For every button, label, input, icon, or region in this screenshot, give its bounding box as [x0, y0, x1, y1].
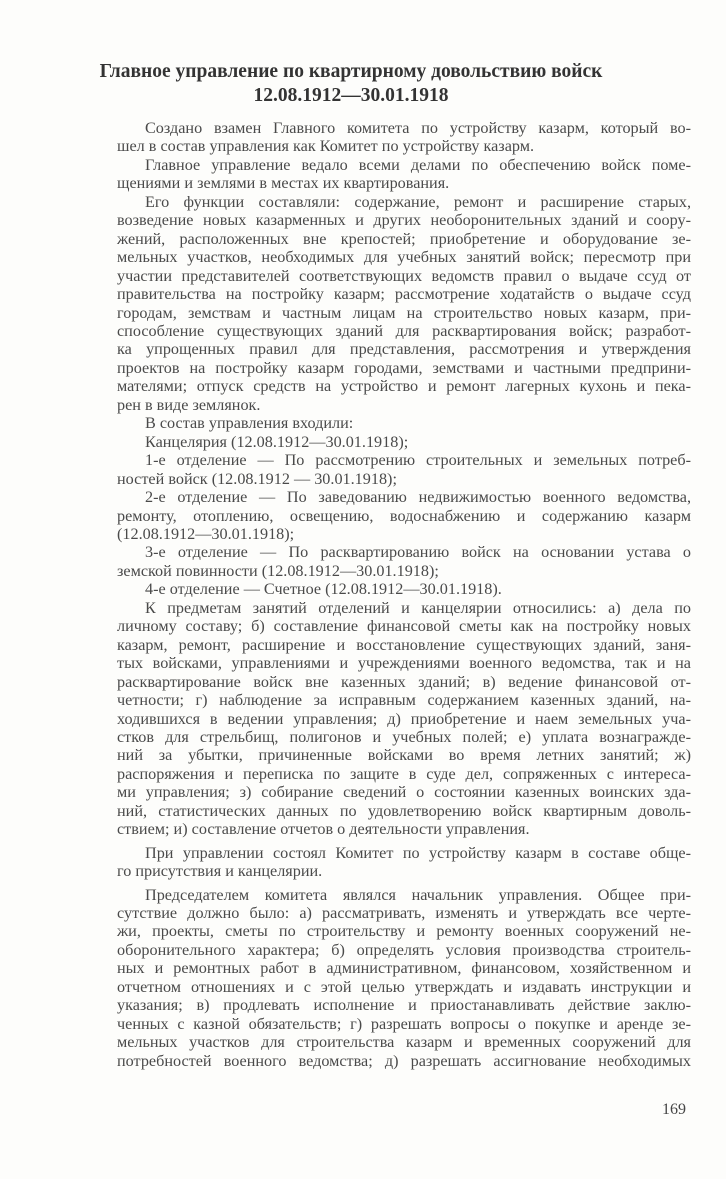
text-line: ка упрощенных правил для представления, рассмотрения и утверждения — [117, 340, 691, 359]
text-line: ствием; и) составление отчетов о деятельности управления. — [117, 820, 530, 839]
title-line-dates: 12.08.1912—30.01.1918 — [253, 85, 449, 106]
text-line: 2-е отделение — По заведованию недвижимостью военного ведомства, — [145, 488, 691, 507]
text-line: указания; в) продлевать исполнение и приостанавливать действие заклю- — [117, 996, 691, 1015]
text-line: казарм, ремонт, расширение и восстановление существующих зданий, заня- — [117, 635, 691, 654]
text-line: земской повинности (12.08.1912—30.01.1918); — [117, 561, 439, 580]
text-line: мателями; отпуск средств на устройство и ремонт лагерных кухонь и пека- — [117, 377, 691, 396]
document-body — [117, 119, 691, 1070]
text-line: Его функции составляли: содержание, ремонт и расширение старых, — [145, 192, 691, 211]
text-line: ностей войск (12.08.1912 — 30.01.1918); — [117, 469, 397, 488]
text-line: рен в виде землянок. — [117, 395, 261, 414]
text-line: ных и ремонтных работ в административном, финансовом, хозяйственном и — [117, 959, 691, 978]
text-line: Главное управление ведало всеми делами по обеспечению войск поме- — [145, 155, 691, 174]
text-line: В состав управления входили: — [145, 414, 354, 433]
paragraph — [117, 119, 691, 156]
paragraph — [117, 414, 691, 432]
text-line: мельных участков, необходимых для учебных занятий войск; пересмотр при — [117, 248, 691, 267]
text-line: тых войсками, управлениями и учреждениями военного ведомства, так и на — [117, 654, 691, 673]
page-title — [60, 60, 642, 108]
text-line: сутствие должно было: а) рассматривать, изменять и утверждать все черте- — [117, 904, 691, 923]
text-line: К предметам занятий отделений и канцелярии относились: а) дела по — [145, 598, 691, 617]
title-line-name: Главное управление по квартирному довольствию войск — [99, 61, 603, 82]
paragraph — [117, 156, 691, 193]
paragraph — [117, 886, 691, 1071]
text-line: распоряжения и переписка по защите в суде дел, сопряженных с интереса- — [117, 764, 691, 783]
paragraph — [117, 599, 691, 839]
text-line: способление существующих зданий для расквартирования войск; разработ- — [117, 321, 691, 340]
text-line: расквартирование войск вне казенных зданий; в) ведение финансовой от- — [117, 672, 691, 691]
paragraph — [117, 580, 691, 598]
text-line: ченных с казной обязательств; г) разрешать вопросы о покупке и аренде зе- — [117, 1014, 691, 1033]
text-line: оборонительного характера; б) определять условия производства строитель- — [117, 940, 691, 959]
paragraph — [117, 451, 691, 488]
text-line: (12.08.1912—30.01.1918); — [117, 524, 295, 543]
text-line: возведение новых казарменных и других необоронительных зданий и соору- — [117, 211, 691, 230]
paragraph — [117, 488, 691, 543]
text-line: участии представителей соответствующих ведомств правил о выдаче ссуд от — [117, 266, 691, 285]
text-line: 1-е отделение — По рассмотрению строительных и земельных потреб- — [145, 451, 691, 470]
text-line: ремонту, отоплению, освещению, водоснабжению и содержанию казарм — [117, 506, 691, 525]
text-line: ний, статистических данных по удовлетворению войск квартирным доволь- — [117, 801, 691, 820]
text-line: ходившихся в ведении управления; д) приобретение и наем земельных уча- — [117, 709, 691, 728]
text-line: проектов на постройку казарм городами, земствами и частными предприни- — [117, 358, 691, 377]
text-line: стков для стрельбищ, полигонов и учебных полей; е) уплата вознагражде- — [117, 727, 691, 746]
text-line: При управлении состоял Комитет по устройству казарм в составе обще- — [145, 843, 691, 862]
paragraph — [117, 543, 691, 580]
text-line: 3-е отделение — По расквартированию войск на основании устава о — [145, 543, 691, 562]
page-number: 169 — [662, 1101, 686, 1118]
text-line: мельных участков для строительства казарм и временных сооружений для — [117, 1033, 691, 1052]
text-line: Председателем комитета являлся начальник управления. Общее при- — [145, 885, 691, 904]
text-line: 4-е отделение — Счетное (12.08.1912—30.01.1918). — [145, 580, 502, 599]
text-line: личному составу; б) составление финансовой сметы как на постройку новых — [117, 617, 691, 636]
text-line: щениями и землями в местах их квартирования. — [117, 174, 450, 193]
text-line: жи, проекты, сметы по строительству и ремонту военных сооружений не- — [117, 922, 691, 941]
text-line: отчетном отношениях и с этой целью утверждать и издавать инструкции и — [117, 977, 691, 996]
text-line: Канцелярия (12.08.1912—30.01.1918); — [145, 432, 409, 451]
paragraph — [117, 844, 691, 881]
text-line: ний за убытки, причиненные войсками во время летних занятий; ж) — [117, 746, 691, 765]
text-line: четности; г) наблюдение за исправным содержанием казенных зданий, на- — [117, 691, 691, 710]
text-line: жений, расположенных вне крепостей; приобретение и оборудование зе- — [117, 229, 691, 248]
text-line: потребностей военного ведомства; д) разрешать ассигнование необходимых — [117, 1051, 691, 1070]
paragraph — [117, 193, 691, 414]
text-line: шел в состав управления как Комитет по устройству казарм. — [117, 137, 535, 156]
text-line: правительства на постройку казарм; рассмотрение ходатайств о выдаче ссуд — [117, 285, 691, 304]
text-line: ми управления; з) собирание сведений о состоянии казенных воинских зда- — [117, 783, 691, 802]
text-line: городам, земствам и частным лицам на строительство новых казарм, при- — [117, 303, 691, 322]
paragraph — [117, 433, 691, 451]
text-line: Создано взамен Главного комитета по устройству казарм, который во- — [145, 119, 691, 137]
text-line: го присутствия и канцелярии. — [117, 862, 323, 881]
